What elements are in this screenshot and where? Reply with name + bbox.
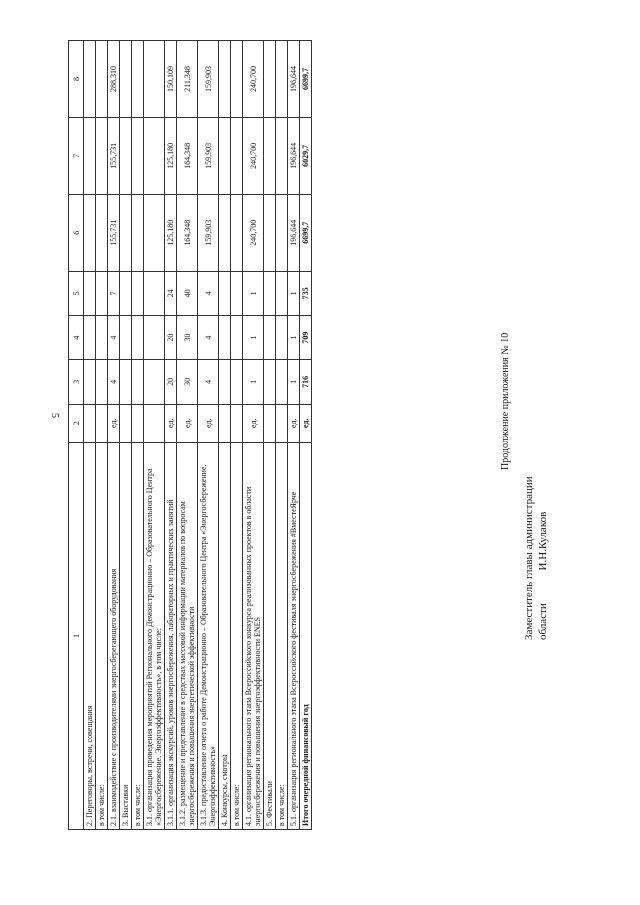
table-cell	[84, 404, 96, 442]
row-label: 4.1. организация регионального этапа Всероссийского конкурса реализованных проектов в области энергосбережения и повышения энергоэффективности ENES	[243, 443, 264, 830]
row-label: Итого очередной финансовый год	[300, 443, 312, 830]
table-cell: 6699,7	[300, 41, 312, 118]
table-body	[84, 41, 312, 830]
table-cell	[144, 404, 165, 442]
signature-position: Заместитель главы администрации	[523, 476, 535, 640]
table-cell	[144, 360, 165, 404]
table-cell: 24	[165, 271, 177, 315]
table-cell	[84, 315, 96, 359]
table-cell	[120, 271, 132, 315]
table-cell	[219, 194, 231, 271]
table-cell: 4	[198, 315, 219, 359]
table-cell	[132, 41, 144, 118]
column-header: 1	[69, 443, 84, 830]
row-label: 3.1.1. организация экскурсий, уроков энергосбережения, лабораторных и практических занятий	[165, 443, 177, 830]
table-cell	[219, 404, 231, 442]
table-row	[96, 41, 108, 830]
table-cell: 164,348	[177, 117, 198, 194]
table-row	[288, 41, 300, 830]
table-row	[177, 41, 198, 830]
table-cell	[264, 271, 276, 315]
table-cell: 716	[300, 360, 312, 404]
table-cell	[132, 404, 144, 442]
row-label: в том числе:	[276, 443, 288, 830]
column-header: 6	[69, 194, 84, 271]
row-label: 3.1. организация проведения мероприятий Регионального Демонстрационно – Образовательного Центра «Энергосбережение. Энергоэффективность», в том числе:	[144, 443, 165, 830]
table-cell: 4	[108, 315, 120, 359]
table-cell	[120, 404, 132, 442]
table-cell	[132, 315, 144, 359]
row-label: в том числе:	[96, 443, 108, 830]
table-cell	[219, 360, 231, 404]
table-cell	[132, 117, 144, 194]
table-cell: 155,731	[108, 194, 120, 271]
table-cell: 1	[288, 315, 300, 359]
table-cell: ед.	[243, 404, 264, 442]
table-row	[231, 41, 243, 830]
table-cell: 709	[300, 315, 312, 359]
table-row	[198, 41, 219, 830]
table-cell: 4	[198, 271, 219, 315]
table-cell	[276, 41, 288, 118]
table-cell: 1	[288, 360, 300, 404]
table-cell	[219, 41, 231, 118]
table-row	[219, 41, 231, 830]
table-cell: 196,644	[288, 117, 300, 194]
row-label: 2. Переговоры, встречи, совещания	[84, 443, 96, 830]
table-cell: 7	[108, 271, 120, 315]
table-cell	[120, 360, 132, 404]
table-cell	[231, 194, 243, 271]
table-cell: ед.	[198, 404, 219, 442]
table-header-row	[69, 41, 84, 830]
table-cell	[132, 271, 144, 315]
table-cell	[120, 194, 132, 271]
table-cell	[144, 271, 165, 315]
table-cell	[84, 41, 96, 118]
table-cell: ед.	[108, 404, 120, 442]
continuation-note: Продолжение приложения № 10	[500, 332, 511, 470]
table-cell: 735	[300, 271, 312, 315]
table-cell	[276, 404, 288, 442]
table-cell	[264, 404, 276, 442]
table-cell	[219, 117, 231, 194]
table-row	[108, 41, 120, 830]
table-cell: 211,348	[177, 41, 198, 118]
table-row	[300, 41, 312, 830]
table-cell: 6029,7	[300, 117, 312, 194]
table-cell: 288,310	[108, 41, 120, 118]
table-row	[144, 41, 165, 830]
table-cell: 240,700	[243, 41, 264, 118]
table-cell: 125,180	[165, 117, 177, 194]
table-cell: ед.	[300, 404, 312, 442]
signature-block	[522, 400, 550, 640]
table-row	[264, 41, 276, 830]
table-cell	[231, 41, 243, 118]
table-cell	[276, 315, 288, 359]
table-cell	[84, 194, 96, 271]
table-cell	[132, 360, 144, 404]
table-row	[165, 41, 177, 830]
table-cell: 240,700	[243, 117, 264, 194]
table-cell	[264, 117, 276, 194]
table-cell: 159,903	[198, 194, 219, 271]
table-cell	[84, 117, 96, 194]
row-label: 3.1.3. предоставление отчета о работе Демонстрационно – Образовательного Центра «Энергосбережение. Энергоэффективность»	[198, 443, 219, 830]
data-table-wrapper	[68, 40, 498, 830]
row-label: 4. Конкурсы, смотры	[219, 443, 231, 830]
table-cell	[231, 271, 243, 315]
row-label: в том числе:	[231, 443, 243, 830]
table-cell: 159,903	[198, 41, 219, 118]
table-cell	[231, 404, 243, 442]
row-label: 3. Выставки	[120, 443, 132, 830]
table-cell	[231, 360, 243, 404]
table-cell	[276, 271, 288, 315]
page-number: 5	[49, 413, 60, 418]
table-cell	[96, 315, 108, 359]
table-cell: 155,731	[108, 117, 120, 194]
table-cell: 159,903	[198, 117, 219, 194]
table-cell: 4	[108, 360, 120, 404]
table-cell: ед.	[165, 404, 177, 442]
column-header: 7	[69, 117, 84, 194]
table-cell	[276, 117, 288, 194]
table-row	[120, 41, 132, 830]
table-cell	[231, 315, 243, 359]
column-header: 8	[69, 41, 84, 118]
table-cell: 20	[165, 315, 177, 359]
table-cell: 30	[177, 315, 198, 359]
table-cell	[264, 41, 276, 118]
table-cell	[144, 41, 165, 118]
table-cell: 150,109	[165, 41, 177, 118]
table-cell: 1	[243, 271, 264, 315]
table-cell	[96, 271, 108, 315]
table-cell	[96, 404, 108, 442]
table-cell: 125,180	[165, 194, 177, 271]
table-cell: 20	[165, 360, 177, 404]
table-cell	[276, 194, 288, 271]
table-cell	[264, 360, 276, 404]
table-cell	[264, 315, 276, 359]
table-cell	[84, 360, 96, 404]
table-row	[243, 41, 264, 830]
table-cell: ед.	[288, 404, 300, 442]
table-cell	[219, 315, 231, 359]
table-row	[132, 41, 144, 830]
table-cell	[120, 315, 132, 359]
table-cell	[132, 194, 144, 271]
column-header: 5	[69, 271, 84, 315]
table-cell: 196,644	[288, 194, 300, 271]
table-cell	[276, 360, 288, 404]
table-cell	[84, 271, 96, 315]
table-cell: ед.	[177, 404, 198, 442]
column-header: 4	[69, 315, 84, 359]
column-header: 3	[69, 360, 84, 404]
row-label: 5. Фестивали	[264, 443, 276, 830]
table-cell: 1	[288, 271, 300, 315]
table-cell	[219, 271, 231, 315]
table-cell: 196,644	[288, 41, 300, 118]
table-row	[84, 41, 96, 830]
table-cell: 240,700	[243, 194, 264, 271]
table-row	[276, 41, 288, 830]
table-cell	[120, 41, 132, 118]
signature-line-2	[536, 400, 550, 640]
table-cell	[231, 117, 243, 194]
table-cell	[264, 194, 276, 271]
signature-name: И.Н.Кулаков	[537, 511, 549, 571]
table-cell	[144, 117, 165, 194]
row-label: 5.1. организация регионального этапа Всероссийского фестиваля энергосбережения #ВместеЯрче	[288, 443, 300, 830]
table-cell: 1	[243, 315, 264, 359]
table-cell: 1	[243, 360, 264, 404]
table-cell	[120, 117, 132, 194]
table-cell: 6699,7	[300, 194, 312, 271]
table-cell	[96, 194, 108, 271]
table-cell: 164,348	[177, 194, 198, 271]
table-cell	[144, 194, 165, 271]
table-cell: 40	[177, 271, 198, 315]
signature-region: области	[537, 603, 549, 640]
row-label: в том числе:	[132, 443, 144, 830]
column-header: 2	[69, 404, 84, 442]
table-cell	[96, 117, 108, 194]
table-cell	[96, 41, 108, 118]
table-cell	[96, 360, 108, 404]
row-label: 2.1. взаимодействие с производителями энергосберегающего оборудования	[108, 443, 120, 830]
table-cell: 30	[177, 360, 198, 404]
table-cell	[144, 315, 165, 359]
row-label: 3.1.2. размещение и представление в средствах массовой информации материалов по вопросам энергосбережения и повышения энергетической эффективности	[177, 443, 198, 830]
table-cell: 4	[198, 360, 219, 404]
data-table	[68, 40, 312, 830]
